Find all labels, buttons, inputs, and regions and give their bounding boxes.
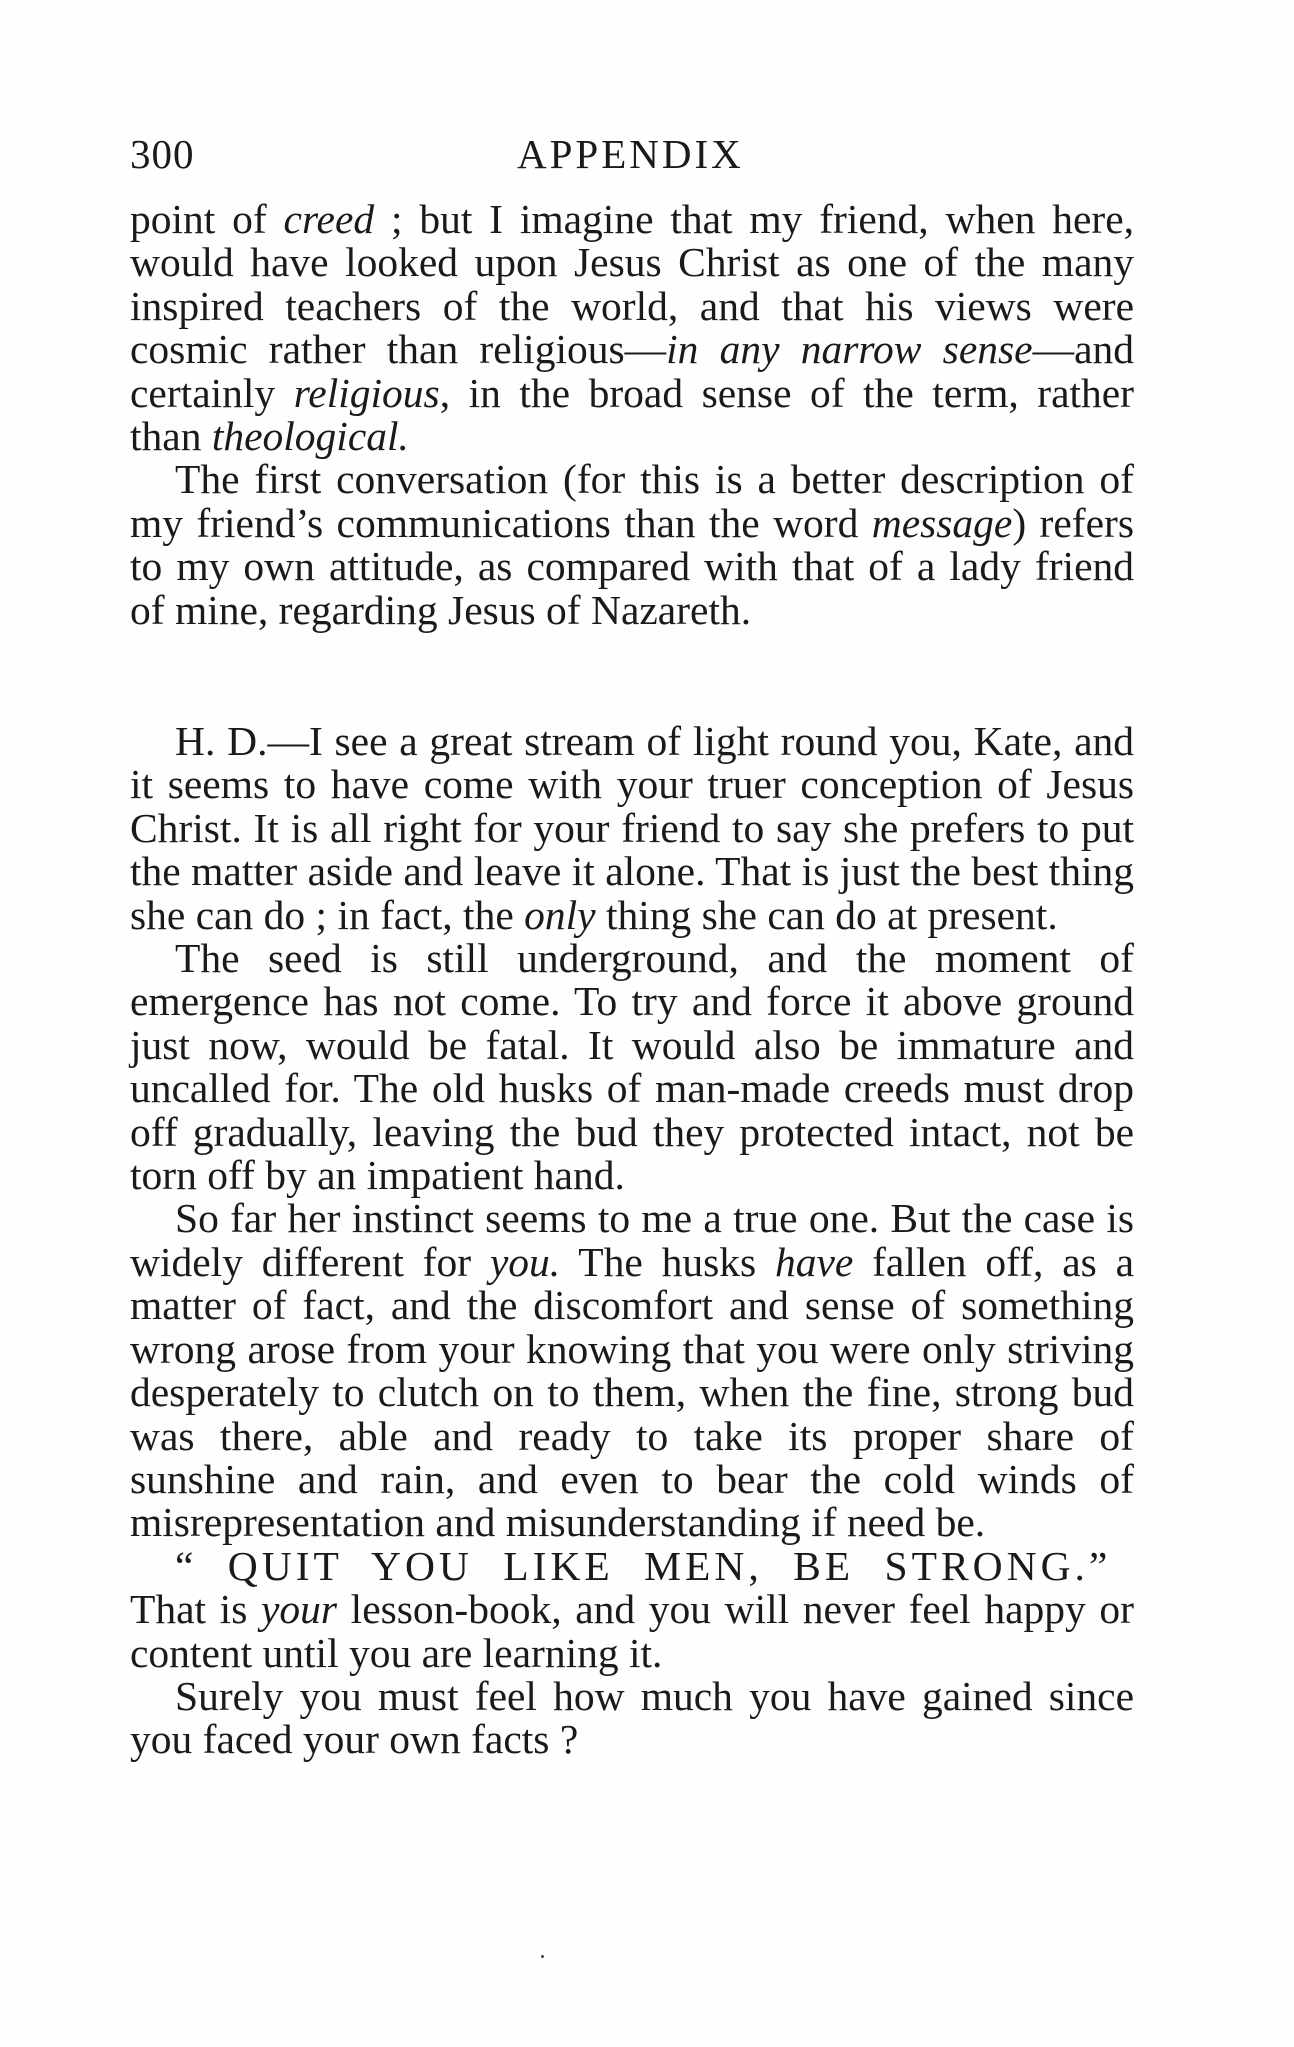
paragraph xyxy=(130,198,1134,458)
paragraph xyxy=(130,937,1134,1197)
text-run: So far her instinct seems to me a true one. But the case is widely different for xyxy=(130,1195,1134,1285)
text-run: point of xyxy=(130,196,284,242)
italic-text: your xyxy=(260,1586,338,1633)
italic-text: only xyxy=(524,891,596,938)
page-speck xyxy=(541,1955,544,1958)
quote-paragraph xyxy=(130,1542,1134,1676)
page-header xyxy=(130,124,1130,184)
paragraph xyxy=(130,1672,1134,1763)
text-run: H. D.—I see a great stream of light round you, Kate, and it seems to have come with your truer conception of Jesus Christ. It is all right for your friend to say she prefers to put the matter aside and leave it alone. That is just the best thing she can do ; in fact, the xyxy=(130,718,1134,938)
intro-text xyxy=(130,198,1134,632)
italic-text: message xyxy=(871,499,1013,546)
text-run: ) refers to my own attitude, as compared with that of a lady friend of mine, regarding Jesus of Nazareth. xyxy=(130,499,1134,633)
text-run: Surely you must feel how much you have gained since you faced your own facts ? xyxy=(130,1672,1134,1763)
text-run: , in the broad sense of the term, rather than xyxy=(130,369,1135,460)
text-run: lesson-book, and you will never feel happy or content until you are learning it. xyxy=(130,1586,1134,1676)
paragraph xyxy=(130,1197,1134,1544)
italic-text: religious xyxy=(293,369,440,416)
text-run: The seed is still underground, and the moment of emergence has not come. To try and force it above ground just now, would be fatal. It would also be immature and uncalled for. The old husks of man-made creeds must drop off gradually, leaving the bud they protected intact, not be torn off by an impatient hand. xyxy=(130,935,1134,1199)
italic-text: in any narrow sense xyxy=(666,326,1033,373)
italic-text: theological. xyxy=(211,413,409,460)
paragraph xyxy=(130,458,1134,632)
text-run: thing she can do at present. xyxy=(595,891,1058,938)
text-run: That is xyxy=(130,1586,261,1633)
paragraph xyxy=(130,720,1134,937)
quotation: “ QUIT YOU LIKE MEN, BE STRONG.” xyxy=(175,1542,1112,1589)
text-run: —and certainly xyxy=(130,326,1134,416)
running-title: APPENDIX xyxy=(517,131,744,177)
conversation-text xyxy=(130,720,1134,1762)
page-number: 300 xyxy=(130,131,195,177)
paragraph-continuation xyxy=(130,1588,1134,1675)
italic-text: you. xyxy=(489,1238,561,1285)
italic-text: have xyxy=(774,1238,854,1285)
text-run: fallen off, as a matter of fact, and the discomfort and sense of something wrong arose from your knowing that you were only striving desperately to clutch on to them, when the fine, strong bud was there, able and ready to take its proper share of sunshine and rain, and even to bear the cold winds of misrepresentation and misunderstanding if need be. xyxy=(130,1238,1134,1546)
text-run: The husks xyxy=(560,1238,775,1285)
italic-text: creed xyxy=(283,196,375,242)
text-run: ; but I imagine that my friend, when here, would have looked upon Jesus Christ as one of the many inspired teachers of the world, and that his views were cosmic rather than religious— xyxy=(130,196,1134,373)
text-run: The first conversation (for this is a better description of my friend’s communications than the word xyxy=(130,456,1134,546)
